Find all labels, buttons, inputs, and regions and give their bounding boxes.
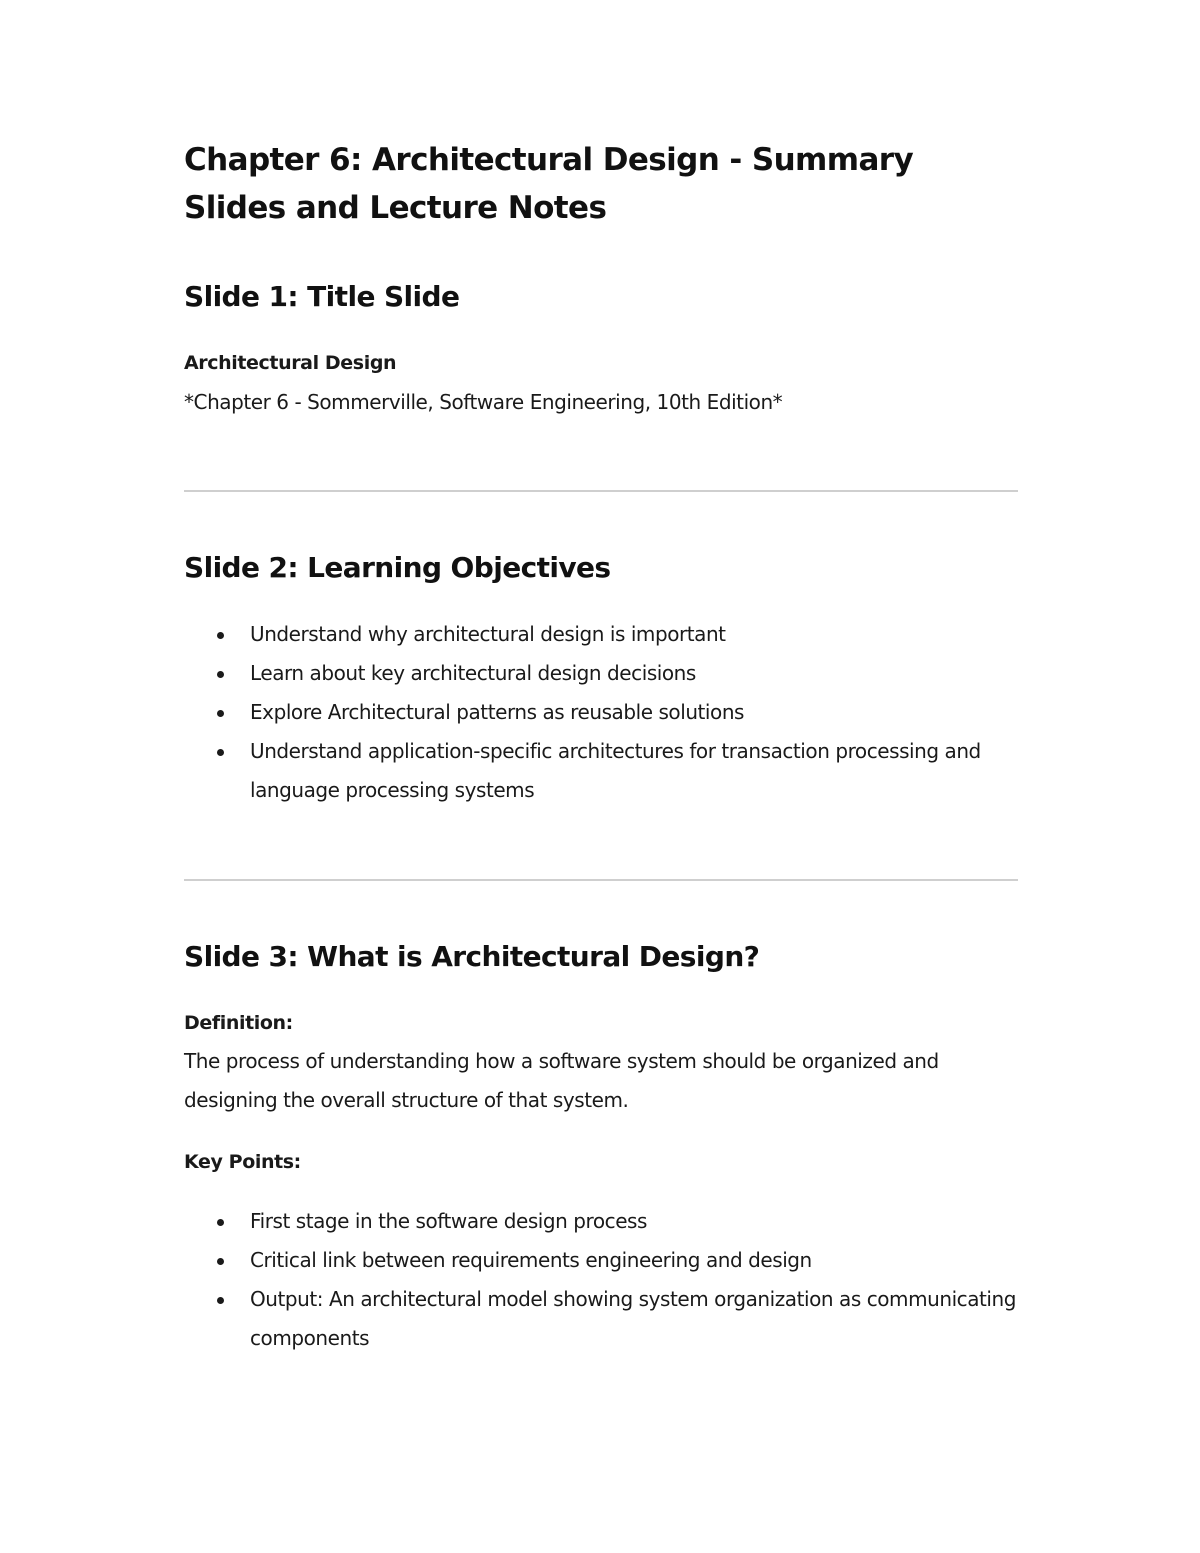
slide3-heading: Slide 3: What is Architectural Design? xyxy=(184,940,760,973)
list-item-text: Critical link between requirements engineering and design xyxy=(250,1248,812,1272)
bullet-icon xyxy=(217,1219,224,1226)
definition-text: The process of understanding how a software system should be organized and designing the overall structure of that system. xyxy=(184,1049,939,1112)
bullet-icon xyxy=(217,1297,224,1304)
section-divider-2 xyxy=(184,879,1018,881)
list-item xyxy=(184,1241,1018,1280)
list-item xyxy=(184,693,1018,732)
list-item-text: Learn about key architectural design decisions xyxy=(250,661,696,685)
slide1-source: *Chapter 6 - Sommerville, Software Engineering, 10th Edition* xyxy=(184,390,783,414)
bullet-icon xyxy=(217,749,224,756)
document-title: Chapter 6: Architectural Design - Summary Slides and Lecture Notes xyxy=(184,142,914,226)
list-item xyxy=(184,732,1018,810)
list-item-text: Understand why architectural design is important xyxy=(250,622,726,646)
section-divider-1 xyxy=(184,490,1018,492)
bullet-icon xyxy=(217,632,224,639)
slide1-subtitle: Architectural Design xyxy=(184,352,397,374)
list-item xyxy=(184,1202,1018,1241)
definition-label: Definition: xyxy=(184,1012,293,1034)
list-item xyxy=(184,1280,1018,1358)
list-item xyxy=(184,615,1018,654)
list-item-text: Output: An architectural model showing system organization as communicating components xyxy=(250,1287,1016,1350)
slide1-heading: Slide 1: Title Slide xyxy=(184,280,460,313)
list-item xyxy=(184,654,1018,693)
slide2-objectives-list xyxy=(184,615,1018,810)
list-item-text: First stage in the software design process xyxy=(250,1209,647,1233)
list-item-text: Understand application-specific architectures for transaction processing and language processing systems xyxy=(250,739,981,802)
bullet-icon xyxy=(217,710,224,717)
bullet-icon xyxy=(217,1258,224,1265)
slide2-heading: Slide 2: Learning Objectives xyxy=(184,551,611,584)
list-item-text: Explore Architectural patterns as reusable solutions xyxy=(250,700,745,724)
key-points-label: Key Points: xyxy=(184,1151,301,1173)
bullet-icon xyxy=(217,671,224,678)
slide3-key-points-list xyxy=(184,1202,1018,1358)
